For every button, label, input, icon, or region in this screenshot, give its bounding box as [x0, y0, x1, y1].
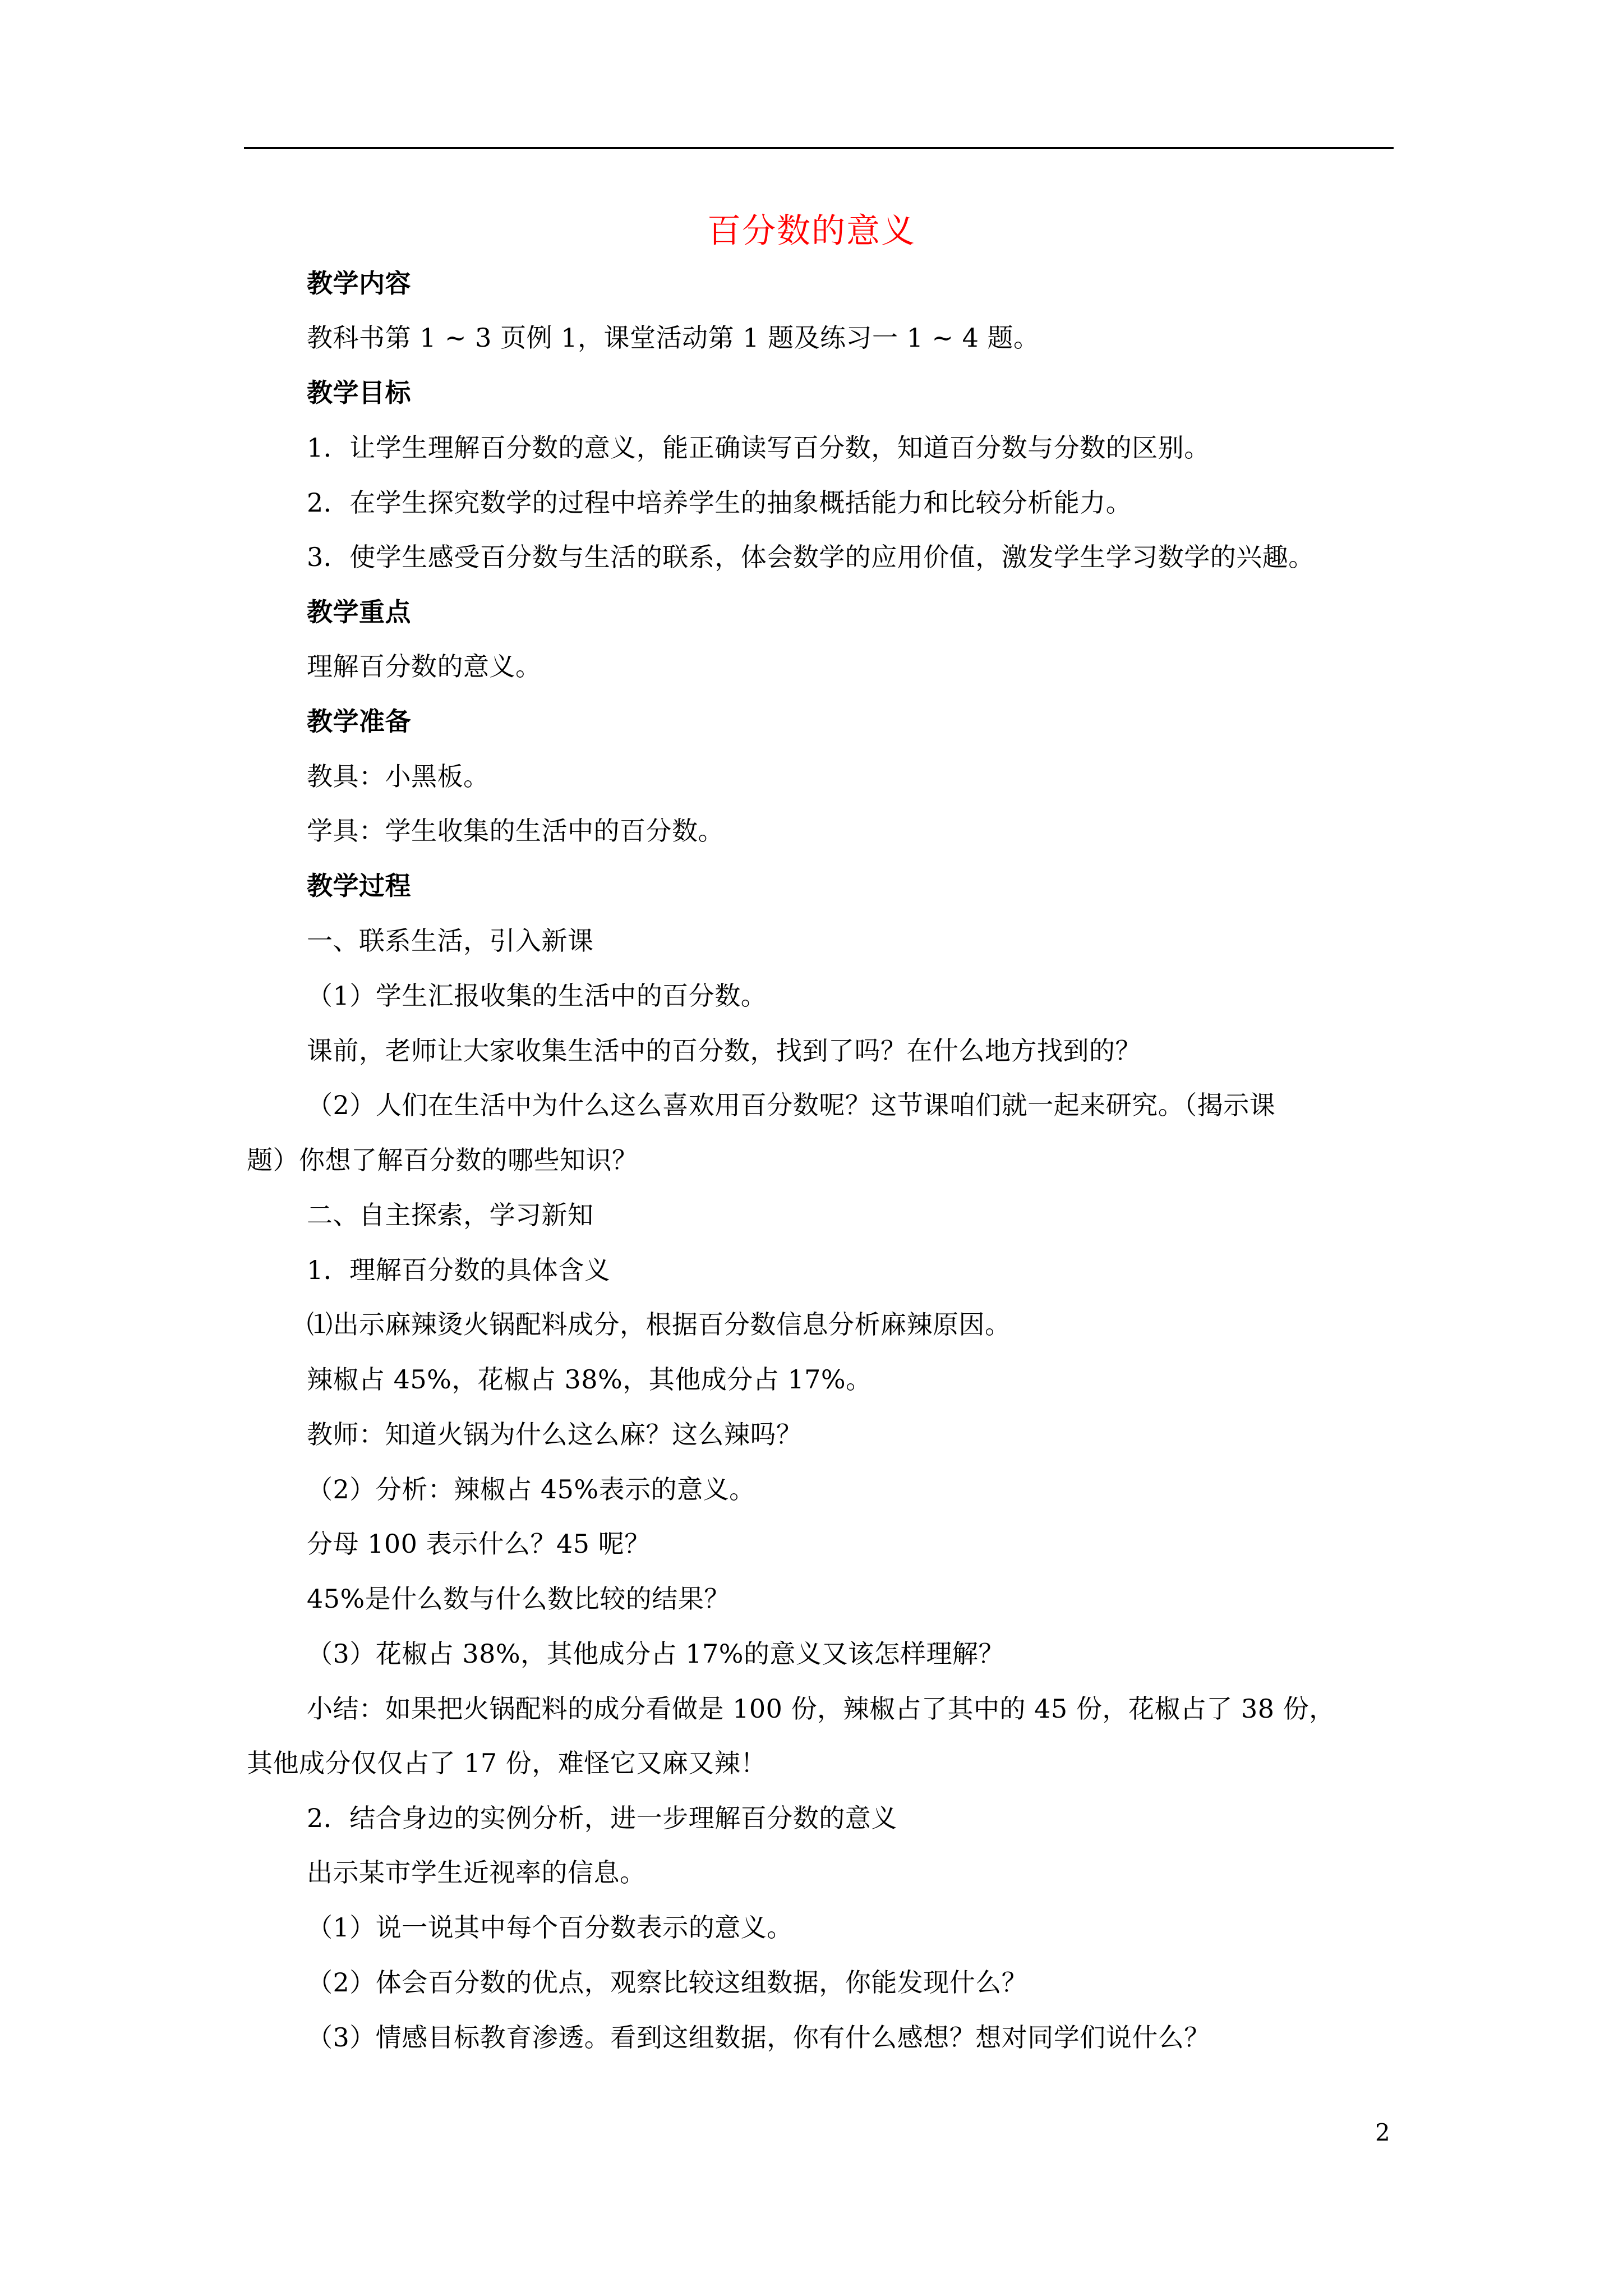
- body-line: 题）你想了解百分数的哪些知识？: [247, 1145, 638, 1175]
- body-line: 教科书第 1 ~ 3 页例 1，课堂活动第 1 题及练习一 1 ~ 4 题。: [307, 323, 1040, 353]
- header-rule: [244, 147, 1394, 149]
- body-line: 一、联系生活，引入新课: [307, 926, 594, 956]
- body-line: （2）人们在生活中为什么这么喜欢用百分数呢？这节课咱们就一起来研究。（揭示课: [307, 1090, 1276, 1120]
- body-line: （2）体会百分数的优点，观察比较这组数据，你能发现什么？: [307, 1967, 1028, 1998]
- body-line: 45%是什么数与什么数比较的结果？: [307, 1584, 730, 1614]
- body-line: （1）学生汇报收集的生活中的百分数。: [307, 981, 767, 1011]
- body-line: 小结：如果把火锅配料的成分看做是 100 份，辣椒占了其中的 45 份，花椒占了 38 份，: [307, 1694, 1335, 1724]
- body-line: 理解百分数的意义。: [307, 651, 542, 682]
- body-line: 二、自主探索，学习新知: [307, 1200, 594, 1230]
- body-line: 1．让学生理解百分数的意义，能正确读写百分数，知道百分数与分数的区别。: [307, 432, 1210, 463]
- section-heading: 教学内容: [307, 268, 411, 298]
- body-line: （3）花椒占 38%，其他成分占 17%的意义又该怎样理解？: [307, 1639, 1004, 1669]
- body-line: 辣椒占 45%，花椒占 38%，其他成分占 17%。: [307, 1364, 872, 1395]
- body-line: ⑴出示麻辣烫火锅配料成分，根据百分数信息分析麻辣原因。: [307, 1309, 1011, 1340]
- body-line: 课前，老师让大家收集生活中的百分数，找到了吗？在什么地方找到的？: [307, 1036, 1141, 1066]
- body-line: 2．结合身边的实例分析，进一步理解百分数的意义: [307, 1803, 897, 1833]
- section-heading: 教学过程: [307, 871, 411, 901]
- body-line: 教师：知道火锅为什么这么麻？这么辣吗？: [307, 1419, 803, 1450]
- section-heading: 教学准备: [307, 706, 411, 737]
- body-line: （2）分析：辣椒占 45%表示的意义。: [307, 1474, 755, 1504]
- body-line: 出示某市学生近视率的信息。: [307, 1857, 646, 1888]
- body-line: 其他成分仅仅占了 17 份，难怪它又麻又辣！: [247, 1748, 767, 1778]
- page-number: 2: [1375, 2119, 1390, 2146]
- body-line: 2．在学生探究数学的过程中培养学生的抽象概括能力和比较分析能力。: [307, 487, 1132, 518]
- body-line: 1．理解百分数的具体含义: [307, 1255, 611, 1285]
- section-heading: 教学目标: [307, 378, 411, 408]
- body-line: （1）说一说其中每个百分数表示的意义。: [307, 1912, 793, 1943]
- body-line: 分母 100 表示什么？45 呢？: [307, 1529, 651, 1559]
- body-line: 教具：小黑板。: [307, 761, 490, 792]
- section-heading: 教学重点: [307, 597, 411, 627]
- body-line: （3）情感目标教育渗透。看到这组数据，你有什么感想？想对同学们说什么？: [307, 2022, 1210, 2053]
- page-title: 百分数的意义: [707, 211, 916, 251]
- body-line: 学具：学生收集的生活中的百分数。: [307, 816, 724, 846]
- body-line: 3．使学生感受百分数与生活的联系，体会数学的应用价值，激发学生学习数学的兴趣。: [307, 542, 1315, 572]
